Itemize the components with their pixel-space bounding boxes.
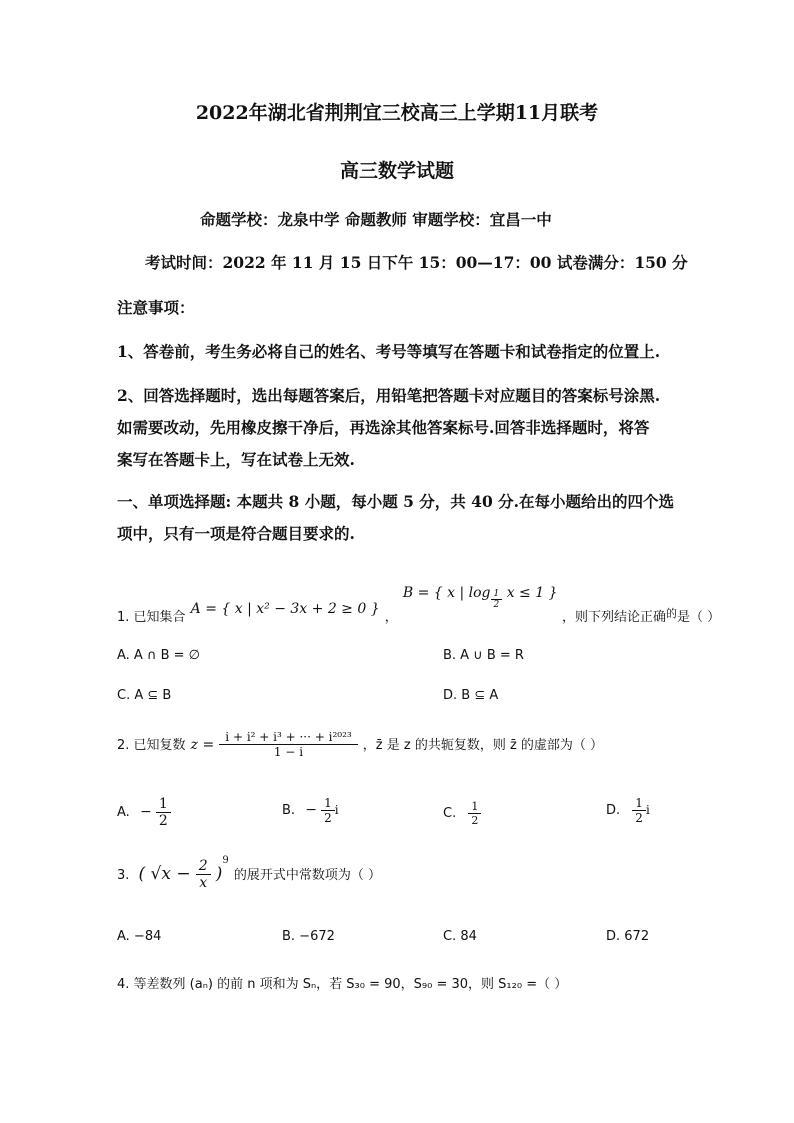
note-item-2-line-3: 案写在答题卡上，写在试卷上无效. xyxy=(117,450,355,469)
q3-option-c: C. 84 xyxy=(443,929,477,944)
q2-option-a-den: 2 xyxy=(158,813,168,829)
q3-option-a: A. −84 xyxy=(117,929,162,944)
question-3 xyxy=(117,854,381,891)
q2-option-c-label: C. xyxy=(443,806,457,821)
q1-suffix-small: 的 xyxy=(665,607,677,620)
q2-option-b-den: 2 xyxy=(324,811,332,825)
q2-suffix: ，z̄ 是 z 的共轭复数，则 z̄ 的虚部为（ ） xyxy=(362,738,604,753)
q2-option-d-label: D. xyxy=(606,803,621,818)
note-item-2-line-2: 如需要改动，先用橡皮擦干净后，再选涂其他答案标号.回答非选择题时，将答 xyxy=(117,418,650,437)
q2-option-c-num: 1 xyxy=(468,800,481,814)
q2-option-b-num: 1 xyxy=(321,796,335,811)
q1-suffix: ，则下列结论正确 xyxy=(561,610,666,625)
q3-expr-right: ) xyxy=(215,864,223,884)
q1-prefix: 1. 已知集合 xyxy=(117,610,186,625)
q2-option-d xyxy=(606,796,650,825)
q3-power: 9 xyxy=(222,854,229,866)
q2-z-eq: z = xyxy=(190,737,215,753)
q3-frac-den: x xyxy=(199,875,208,891)
q1-log-base-num: 1 xyxy=(491,589,503,600)
q2-option-b xyxy=(282,796,339,825)
q2-option-d-num: 1 xyxy=(632,796,646,811)
q2-option-d-den: 2 xyxy=(635,811,643,825)
q3-option-b: B. −672 xyxy=(282,929,335,944)
q1-suffix-2: 是（ ） xyxy=(676,610,721,625)
exam-title: 2022年湖北省荆荆宜三校高三上学期11月联考 xyxy=(195,102,599,124)
question-2 xyxy=(117,730,603,759)
q2-numerator: i + i² + i³ + ··· + i²⁰²³ xyxy=(219,730,357,745)
q2-option-c xyxy=(443,800,481,827)
q2-denominator: 1 − i xyxy=(273,745,304,759)
q2-option-b-i: i xyxy=(334,803,339,817)
note-item-2-line-1: 2、回答选择题时，选出每题答案后，用铅笔把答题卡对应题目的答案标号涂黑. xyxy=(117,386,661,405)
exam-time-info: 考试时间：2022 年 11 月 15 日下午 15：00—17：00 试卷满分：150 分 xyxy=(145,253,688,272)
q3-frac-num: 2 xyxy=(196,858,211,875)
q2-fraction xyxy=(219,730,357,759)
q1-set-b-left: B = { x | log xyxy=(402,585,491,601)
q2-option-b-label: B. xyxy=(282,803,296,818)
notes-heading: 注意事项： xyxy=(117,298,195,317)
q3-expr-left: ( √x − xyxy=(138,864,191,884)
question-4: 4. 等差数列 (aₙ) 的前 n 项和为 Sₙ，若 S₃₀ = 90，S₉₀ = 30，则 S₁₂₀ =（ ） xyxy=(117,977,568,992)
q2-option-d-i: i xyxy=(645,803,650,817)
q2-option-a-num: 1 xyxy=(156,796,171,813)
q1-set-b xyxy=(402,585,562,610)
school-info: 命题学校：龙泉中学 命题教师 审题学校：宜昌一中 xyxy=(200,210,552,229)
q2-option-a-label: A. xyxy=(117,805,130,820)
q1-option-a: A. A ∩ B = ∅ xyxy=(117,648,201,663)
exam-subtitle: 高三数学试题 xyxy=(339,160,454,182)
q2-option-b-minus: − xyxy=(305,802,317,818)
q2-option-c-den: 2 xyxy=(471,814,479,827)
q1-set-a: A = { x | x² − 3x + 2 ≥ 0 } xyxy=(190,601,380,617)
q2-option-a xyxy=(117,796,171,829)
q3-label: 3. xyxy=(117,868,130,883)
q1-option-b: B. A ∪ B = R xyxy=(443,648,524,663)
section-heading-line-1: 一、单项选择题: 本题共 8 小题，每小题 5 分，共 40 分.在每小题给出的四个选 xyxy=(117,492,675,511)
q3-suffix: 的展开式中常数项为（ ） xyxy=(233,868,381,883)
q1-option-c: C. A ⊆ B xyxy=(117,688,172,703)
q2-option-a-minus: − xyxy=(139,804,152,820)
q1-option-d: D. B ⊆ A xyxy=(443,688,499,703)
note-item-1: 1、答卷前，考生务必将自己的姓名、考号等填写在答题卡和试卷指定的位置上. xyxy=(117,342,661,361)
q3-option-d: D. 672 xyxy=(606,929,650,944)
section-heading-line-2: 项中，只有一项是符合题目要求的. xyxy=(117,524,355,543)
q1-log-base-den: 2 xyxy=(493,599,500,610)
q1-set-b-right: x ≤ 1 } xyxy=(502,585,558,601)
question-1: $_{1. 已知集合}$ A = { x | x² − 3x + 2 ≥ 0 } $_,$ B = { x | log $\frac{1}{2}$ x ≤ 1 } $_{,则下列结论正确的是( )}$ xyxy=(117,585,721,625)
q2-prefix: 2. 已知复数 xyxy=(117,738,186,753)
